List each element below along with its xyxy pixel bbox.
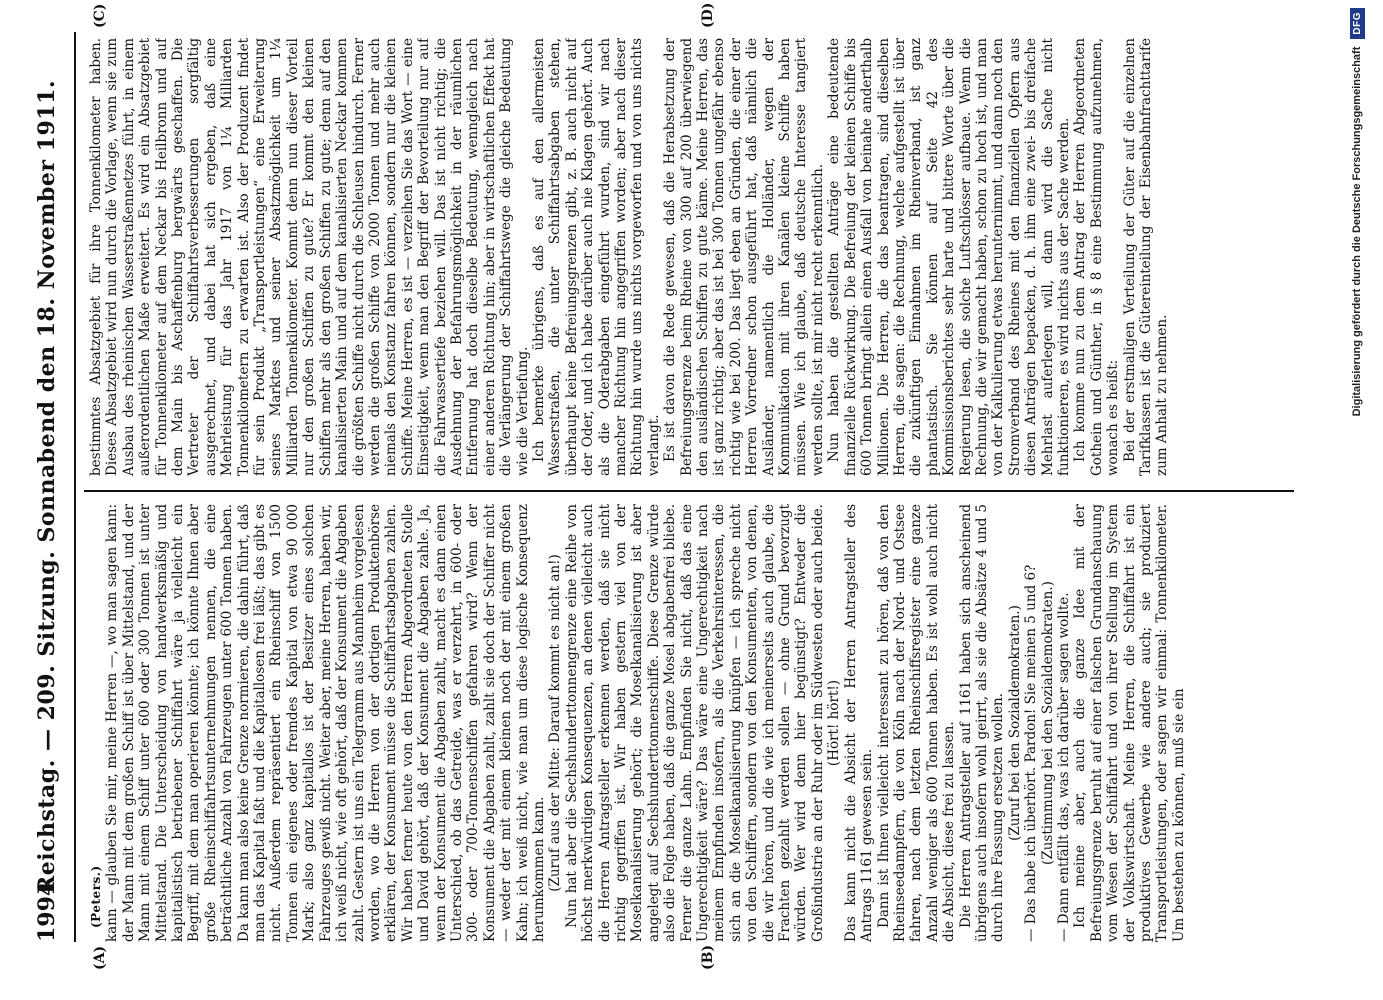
left-column — [88, 504, 1288, 942]
paragraph: Die Herren Antragsteller auf 1161 haben sich anscheinend übrigens auch insofern wohl geirrt, als sie die Absätze 4 und 5 durch ihre Fassung ersetzen wollen. — [957, 504, 1007, 942]
paragraph: Ich komme nun zu dem Antrag der Herren Abgeordneten Gothein und Günther, in § 8 eine Bestimmung aufzunehmen, wonach es heißt: — [1072, 38, 1122, 476]
right-column — [88, 38, 1288, 476]
paragraph: kann — glauben Sie mir, meine Herren —, wo man sagen kann: der Mann mit dem großen Schiff ist über Mittelstand, und der Mann mit einem Schiff unter 600 oder 300 Tonnen ist unter Mittelstand. Die Unterscheidung von handwerksmäßig und kapitalistisch betriebener Schiffahrt wäre ja vielleicht ein Begriff, mit dem man operieren könnte; ich könnte Ihnen aber große Rheinschiffahrtsunternehmungen nennen, die eine beträchtliche Anzahl von Fahrzeugen unter 600 Tonnen haben. Da kann man also keine Grenze normieren, die dahin führt, daß man das Kapital faßt und die Kapitallosen frei läßt; das gibt es nicht. Außerdem repräsentiert ein Rheinschiff von 1500 Tonnen ein eigenes oder fremdes Kapital von etwa 90 000 Mark; also ganz kapitallos ist der Besitzer eines solchen Fahrzeuges gewiß nicht. Weiter aber, meine Herren, haben wir, ich weiß nicht, wie oft gehört, daß der Konsument die Abgaben zahlt. Gestern ist uns ein Telegramm aus Mannheim vorgelesen worden, wo die Herren von der dortigen Produktenbörse erklären, der Konsument müsse die Schiffahrtsabgaben zahlen. Wir haben ferner heute von den Herren Abgeordneten Stolle und David gehört, daß der Konsument die Abgaben zahle. Ja, wenn der Konsument die Abgaben zahlt, macht es dann einen Unterschied, ob das Getreide, was er verzehrt, in 600- oder 300- oder 700-Tonnenschiffen gefahren wird? Wenn der Konsument die Abgaben zahlt, zahlt sie doch der Schiffer nicht — weder der mit einem kleinen noch der mit einem großen Kahn; ich weiß nicht, wie man um diese logische Konsequenz herumkommen kann. — [104, 504, 547, 942]
paragraph: Ich meine aber, auch die ganze Idee mit der Befreiungsgrenze beruht auf einer falschen Grundanschauung vom Wesen der Schiffahrt und von ihrer Stellung im System der Volkswirtschaft. Meine Herren, die Schiffahrt ist ein produktives Gewerbe wie andere auch; sie produziert Transportleistungen, oder sagen wir einmal: Tonnenkilometer. Um bestehen zu können, muß sie ein — [1072, 504, 1187, 942]
speaker-name: (Peters.) — [89, 865, 103, 928]
credit-text: Digitalisierung gefördert durch die Deutsche Forschungsgemeinschaft — [1351, 46, 1363, 417]
column-divider — [84, 490, 1294, 492]
page-number: 1994 — [34, 880, 60, 942]
interjection: (Hört! hört!) — [826, 679, 843, 767]
page-header — [34, 32, 68, 942]
margin-letter-b: (B) — [700, 944, 716, 970]
dfg-logo: DFG — [1350, 8, 1365, 39]
paragraph: — Dann entfällt das, was ich darüber sagen wollte. — [1055, 592, 1072, 942]
interjection: (Zuruf bei den Sozialdemokraten.) — [1006, 605, 1023, 841]
paragraph: Ich bemerke übrigens, daß es auf den allermeisten Wasserstraßen, die unter Schiffahrtsabgaben stehen, überhaupt keine Befreiungsgrenzen gibt, z. B. auch nicht auf der Oder, und ich habe darüber auch nie Klagen gehört. Auch als die Oderabgaben eingeführt wurden, sind wir nach mancher Richtung hin angegriffen worden; aber nach dieser Richtung hin wurde uns nichts vorgeworfen und von uns nichts verlangt. — [530, 38, 662, 476]
digitization-credit — [1342, 8, 1372, 992]
header-rule — [74, 32, 76, 942]
paragraph: — Das habe ich überhört. Pardon! Sie meinen 5 und 6? — [1023, 564, 1040, 942]
paragraph: Das kann nicht die Absicht der Herren Antragsteller des Antrags 1161 gewesen sein. — [842, 504, 876, 942]
page-title: Reichstag. — 209. Sitzung. Sonnabend den 18. November 1911. — [34, 79, 60, 895]
paragraph: Nun hat aber die Sechshunderttonnengrenze eine Reihe von höchst merkwürdigen Konsequenzen, an denen vielleicht auch die Herren Antragsteller erkennen werden, daß sie nicht richtig gegriffen ist. Wir haben gestern viel von der Moselkanalisierung gehört; die Moselkanalisierung ist aber angelegt auf Sechshunderttonnenschiffe. Diese Grenze würde also die Folge haben, daß die ganze Mosel abgabenfrei bliebe. Ferner die ganze Lahn. Empfinden Sie nicht, daß das eine Ungerechtigkeit wäre? Das wäre eine Ungerechtigkeit nach meinem Empfinden insofern, als die Verkehrsinteressen, die sich an die Moselkanalisierung knüpfen — ich spreche nicht von den Schiffern, sondern von den Konsumenten, von denen, die wir hören, und die wie ich meinerseits auch glaube, die Frachten gezahlt werden sollen — ohne Grund bevorzugt würden. Wer wird denn hier begünstigt? Entweder die Großindustrie an der Ruhr oder im Südwesten oder auch beide. — [563, 504, 826, 942]
margin-letter-c: (C) — [92, 3, 108, 28]
interjection: (Zuruf aus der Mitte: Darauf kommt es nicht an!) — [547, 554, 564, 892]
interjection: (Zustimmung bei den Sozialdemokraten.) — [1039, 581, 1056, 865]
quoted-provision: Bei der erstmaligen Verteilung der Güter auf die einzelnen Tarifklassen ist die Gütereinteilung der Eisenbahnfrachttarife zum Anhalt zu nehmen. — [1121, 38, 1171, 476]
paragraph: Es ist davon die Rede gewesen, daß die Herabsetzung der Befreiungsgrenze beim Rheine von 300 auf 200 überwiegend den ausländischen Schiffen zu gute käme. Meine Herren, das ist ganz richtig; aber das ist bei 300 Tonnen ungefähr ebenso richtig wie bei 200. Das liegt eben an Gründen, die einer der Herren Vorredner schon ausgeführt hat, daß nämlich die Ausländer, namentlich die Holländer, wegen der Kommunikation mit ihren Kanälen kleine Schiffe haben müssen. Wie ich glaube, daß deutsche Interesse tangiert werden sollte, ist mir nicht recht erkenntlich. — [662, 38, 826, 476]
paragraph: Dann ist Ihnen vielleicht interessant zu hören, daß von den Rheinseedampfern, die von Köln nach der Nord- und Ostsee fahren, nach dem letzten Rheinschiffsregister eine ganze Anzahl weniger als 600 Tonnen haben. Es ist wohl auch nicht die Absicht, diese frei zu lassen. — [875, 504, 958, 942]
paragraph: bestimmtes Absatzgebiet für ihre Tonnenkilometer haben. Dieses Absatzgebiet wird nun durch die Vorlage, wenn sie zum Ausbau des rheinischen Wasserstraßennetzes führt, in einem außerordentlichen Maße erweitert. Es wird ein Absatzgebiet für Tonnenkilometer auf dem Neckar bis Heilbronn und auf dem Main bis Aschaffenburg bergwärts geschaffen. Die Vertreter der Schiffahrtsverbesserungen sorgfältig ausgerechnet, und dabei hat sich ergeben, daß eine Mehrleistung für das Jahr 1917 von 1¼ Milliarden Tonnenkilometern zu erwarten ist. Also der Produzent findet für sein Produkt „Transportleistungen“ eine Erweiterung seines Marktes und seiner Absatzmöglichkeit um 1¼ Milliarden Tonnenkilometer. Kommt denn nun dieser Vorteil nur den großen Schiffen zu gute? Er kommt den kleinen Schiffen mehr als den großen Schiffen zu gute; denn auf den kanalisierten Main und auf dem kanalisierten Neckar kommen die größten Schiffe nicht durch die Schleusen hindurch. Ferner werden die großen Schiffe von 2000 Tonnen und mehr auch niemals den Konstanz fahren können, sondern nur die kleinen Schiffe. Meine Herren, es ist — verzeihen Sie das Wort — eine Einseitigkeit, wenn man den Begriff der Bevorteilung nur auf die Fahrwassertiefe beziehen will. Das ist nicht richtig; die Ausdehnung der Befahrungsmöglichkeit in der räumlichen Entfernung hat doch dieselbe Bedeutung, wenngleich nach einer anderen Richtung hin; aber in wirtschaftlichen Effekt hat die Verlängerung der Schiffahrtswege die gleiche Bedeutung wie die Vertiefung. — [88, 38, 531, 476]
paragraph: Nun haben die gestellten Anträge eine bedeutende finanzielle Rückwirkung. Die Befreiung der kleinen Schiffe bis 600 Tonnen bringt allein einen Ausfall von beinahe anderthalb Millionen. Die Herren, die das beantragen, sind dieselben Herren, die sagen: die Rechnung, welche aufgestellt ist über die zukünftigen Einnahmen im Rheinverband, ist ganz phantastisch. Sie können auf Seite 42 des Kommissionsberichtes sehr harte und bittere Worte über die Regierung lesen, die solche Luftschlösser aufbaue. Wenn die Rechnung, die wir gemacht haben, schon zu hoch ist, und man von der Kalkulierung etwas herunternimmt, und dann noch den Stromverband des Rheines mit den finanziellen Opfern aus diesen Anträgen bepacken, d. h. ihm eine zwei- bis dreifache Mehrlast auferlegen will, dann wird die Sache nicht funktionieren, es wird nichts aus der Sache werden. — [826, 38, 1072, 476]
margin-letter-d: (D) — [700, 2, 716, 28]
margin-letter-a: (A) — [92, 945, 108, 970]
